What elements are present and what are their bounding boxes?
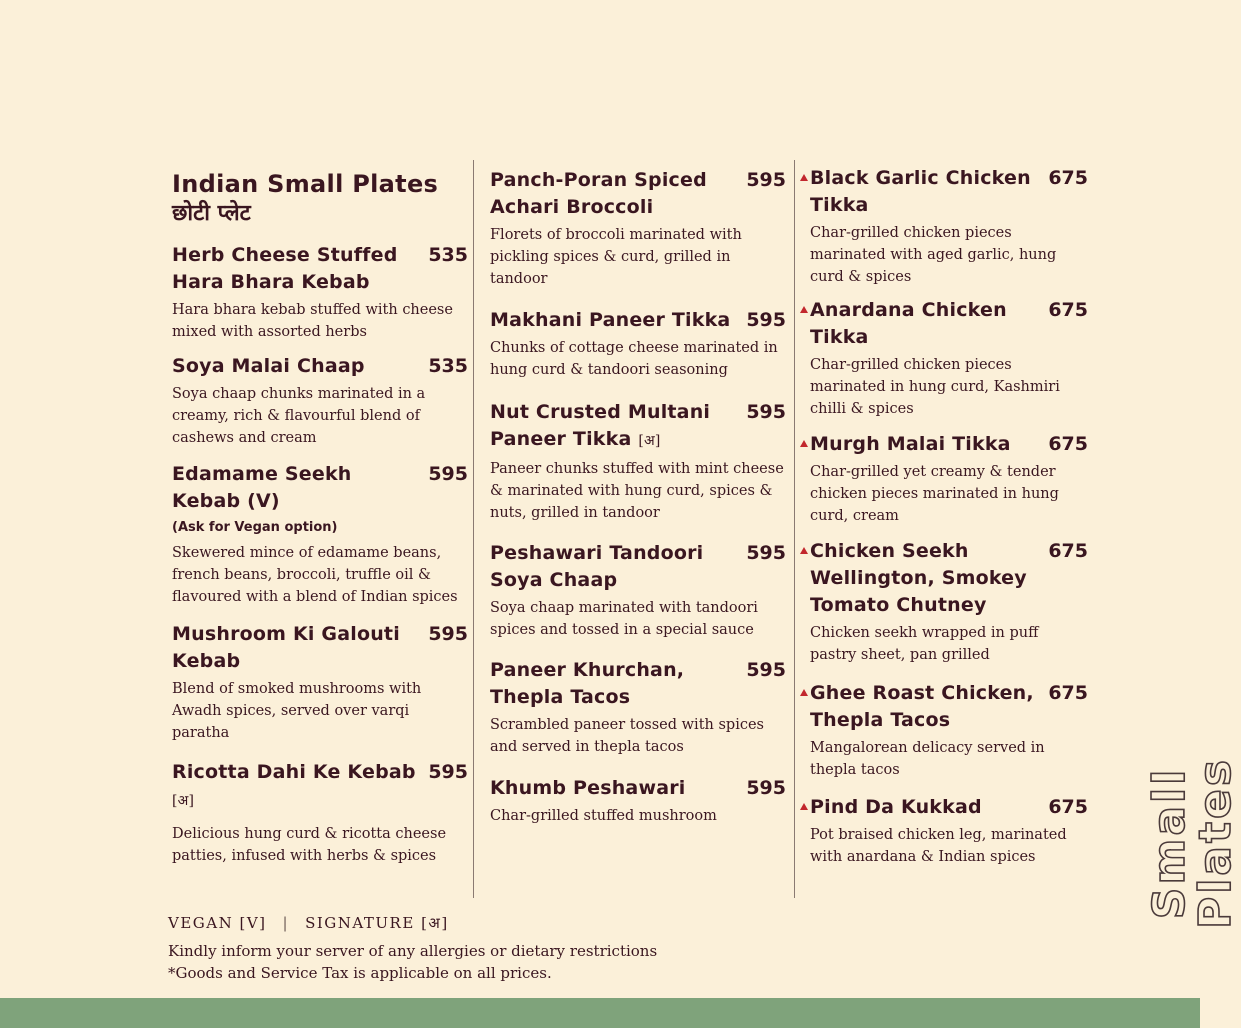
- item-description: Char-grilled yet creamy & tender chicken pieces marinated in hung curd, cream: [810, 464, 1059, 524]
- item-price: 675: [1048, 433, 1088, 455]
- item-description: Scrambled paneer tossed with spices and served in thepla tacos: [490, 717, 764, 755]
- item-name: Panch-Poran Spiced Achari Broccoli: [490, 169, 707, 218]
- item-description: Soya chaap chunks marinated in a creamy, rich & flavourful blend of cashews and cream: [172, 386, 426, 446]
- item-price: 595: [746, 169, 786, 191]
- side-title: Small Plates: [1144, 756, 1241, 930]
- menu-item: [172, 621, 468, 744]
- signature-legend: SIGNATURE [अ]: [305, 914, 449, 932]
- item-description: Char-grilled stuffed mushroom: [490, 808, 717, 824]
- item-name: Mushroom Ki Galouti Kebab: [172, 623, 400, 672]
- menu-item: [800, 165, 1088, 288]
- section-title: Indian Small Plates: [172, 170, 439, 198]
- triangle-marker-icon: [800, 547, 808, 554]
- triangle-marker-icon: [800, 689, 808, 696]
- menu-item: [172, 242, 468, 343]
- item-price: 595: [428, 761, 468, 783]
- item-name: Peshawari Tandoori Soya Chaap: [490, 542, 704, 591]
- item-name: Black Garlic Chicken Tikka: [810, 167, 1031, 216]
- menu-item: [490, 775, 786, 827]
- legend-separator: |: [282, 914, 290, 932]
- item-description: Hara bhara kebab stuffed with cheese mixed with assorted herbs: [172, 302, 453, 340]
- menu-item: [172, 759, 468, 867]
- signature-tag: [अ]: [172, 793, 195, 809]
- item-name: Herb Cheese Stuffed Hara Bhara Kebab: [172, 244, 398, 293]
- triangle-marker-icon: [800, 440, 808, 447]
- menu-item: [490, 657, 786, 758]
- menu-item: [800, 538, 1088, 666]
- item-name: Makhani Paneer Tikka: [490, 309, 731, 331]
- item-price: 595: [746, 542, 786, 564]
- item-description: Char-grilled chicken pieces marinated in hung curd, Kashmiri chilli & spices: [810, 357, 1060, 417]
- item-name: Anardana Chicken Tikka: [810, 299, 1007, 348]
- item-price: 595: [746, 401, 786, 423]
- menu-item: [490, 540, 786, 641]
- menu-item: [800, 794, 1088, 868]
- item-description: Soya chaap marinated with tandoori spices and tossed in a special sauce: [490, 600, 758, 638]
- menu-item: [172, 461, 468, 608]
- item-price: 595: [428, 623, 468, 645]
- item-name: Ghee Roast Chicken, Thepla Tacos: [810, 682, 1034, 731]
- item-description: Paneer chunks stuffed with mint cheese & marinated with hung curd, spices & nuts, grilled in tandoor: [490, 461, 784, 521]
- item-note: (Ask for Vegan option): [172, 520, 338, 535]
- item-price: 595: [746, 309, 786, 331]
- item-price: 595: [746, 777, 786, 799]
- triangle-marker-icon: [800, 306, 808, 313]
- menu-item: [490, 399, 786, 524]
- allergy-note: Kindly inform your server of any allergies or dietary restrictions: [168, 942, 658, 960]
- item-description: Chunks of cottage cheese marinated in hung curd & tandoori seasoning: [490, 340, 778, 378]
- column-divider: [794, 160, 795, 898]
- menu-item: [800, 297, 1088, 420]
- menu-item: [490, 307, 786, 381]
- item-price: 535: [428, 355, 468, 377]
- menu-column-1: [172, 160, 468, 864]
- menu-item: [800, 680, 1088, 781]
- item-description: Skewered mince of edamame beans, french beans, broccoli, truffle oil & flavoured with a blend of Indian spices: [172, 545, 458, 605]
- footnotes: [168, 940, 657, 984]
- bottom-bar: [0, 998, 1200, 1028]
- item-description: Chicken seekh wrapped in puff pastry sheet, pan grilled: [810, 625, 1039, 663]
- item-name: Murgh Malai Tikka: [810, 433, 1011, 455]
- vegan-legend: VEGAN [V]: [168, 914, 267, 932]
- item-price: 595: [746, 659, 786, 681]
- column-divider: [473, 160, 474, 898]
- menu-item: [490, 167, 786, 290]
- tax-note: *Goods and Service Tax is applicable on all prices.: [168, 964, 552, 982]
- item-price: 675: [1048, 682, 1088, 704]
- item-description: Florets of broccoli marinated with pickling spices & curd, grilled in tandoor: [490, 227, 742, 287]
- item-name: Pind Da Kukkad: [810, 796, 982, 818]
- item-price: 675: [1048, 167, 1088, 189]
- item-name: Khumb Peshawari: [490, 777, 686, 799]
- item-name: Paneer Khurchan, Thepla Tacos: [490, 659, 685, 708]
- item-name: Edamame Seekh Kebab (V): [172, 463, 352, 512]
- item-name: Nut Crusted Multani Paneer Tikka [अ]: [490, 401, 711, 450]
- menu-item: [800, 431, 1088, 527]
- triangle-marker-icon: [800, 174, 808, 181]
- item-price: 675: [1048, 796, 1088, 818]
- item-description: Char-grilled chicken pieces marinated with aged garlic, hung curd & spices: [810, 225, 1057, 285]
- item-name: Chicken Seekh Wellington, Smokey Tomato Chutney: [810, 540, 1027, 616]
- item-price: 535: [428, 244, 468, 266]
- item-description: Delicious hung curd & ricotta cheese patties, infused with herbs & spices: [172, 826, 447, 864]
- menu-item: [172, 353, 468, 449]
- section-subtitle: छोटी प्लेट: [172, 201, 251, 226]
- triangle-marker-icon: [800, 803, 808, 810]
- dietary-legend: [168, 912, 449, 934]
- item-description: Mangalorean delicacy served in thepla tacos: [810, 740, 1045, 778]
- item-price: 595: [428, 463, 468, 485]
- item-description: Pot braised chicken leg, marinated with anardana & Indian spices: [810, 827, 1067, 865]
- item-price: 675: [1048, 540, 1088, 562]
- signature-tag: [अ]: [638, 433, 661, 449]
- item-description: Blend of smoked mushrooms with Awadh spices, served over varqi paratha: [172, 681, 422, 741]
- item-name: Soya Malai Chaap: [172, 355, 365, 377]
- item-name: Ricotta Dahi Ke Kebab [अ]: [172, 761, 416, 809]
- item-price: 675: [1048, 299, 1088, 321]
